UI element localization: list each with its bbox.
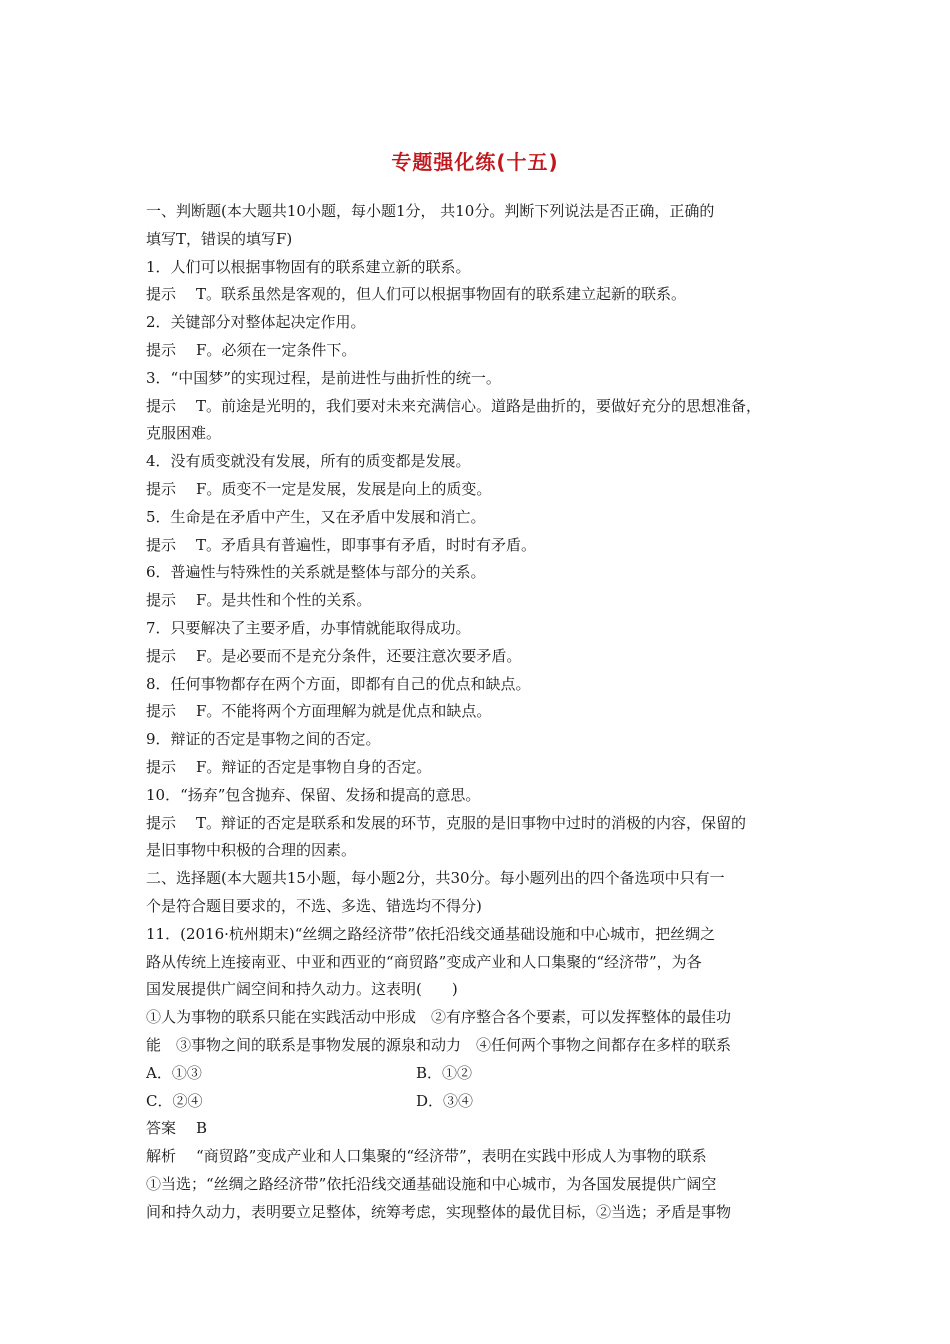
hint-text: T。前途是光明的，我们要对未来充满信心。道路是曲折的，要做好充分的思想准备， [196,396,762,415]
hint-line [146,281,814,309]
hint-label: 提示 [146,646,177,665]
question-text: 4．没有质变就没有发展，所有的质变都是发展。 [146,452,471,471]
choice-question-11 [146,921,814,1227]
options-row [146,1060,814,1088]
hint-line [146,587,814,615]
question-item-10 [146,782,814,865]
hint-line [146,393,814,421]
hint-label: 提示 [146,396,177,415]
answer-label: 答案 [146,1119,177,1138]
question-text: 2．关键部分对整体起决定作用。 [146,313,366,332]
option-c: C．②④ [146,1091,203,1110]
question-text: 1．人们可以根据事物固有的联系建立新的联系。 [146,257,471,276]
hint-label: 提示 [146,285,177,304]
question-item-3 [146,365,814,448]
question-text: 9．辩证的否定是事物之间的否定。 [146,730,381,749]
hint-text: F。辩证的否定是事物自身的否定。 [196,757,432,776]
page-title: 专题强化练(十五) [391,150,559,174]
hint-text: T。矛盾具有普遍性，即事事有矛盾，时时有矛盾。 [196,535,537,554]
hint-line [146,810,814,838]
hint-label: 提示 [146,591,177,610]
hint-label: 提示 [146,479,177,498]
question-stem-line: 能 ③事物之间的联系是事物发展的源泉和动力 ④任何两个事物之间都存在多样的联系 [146,1035,732,1054]
section2-heading-line1: 二、选择题(本大题共15小题，每小题2分，共30分。每小题列出的四个备选项中只有一 [146,869,725,888]
hint-label: 提示 [146,535,177,554]
hint-continuation: 是旧事物中积极的合理的因素。 [146,841,357,860]
analysis-continuation: ①当选；“丝绸之路经济带”依托沿线交通基础设施和中心城市，为各国发展提供广阔空 [146,1174,717,1193]
question-text: 8．任何事物都存在两个方面，即都有自己的优点和缺点。 [146,674,531,693]
question-item-5 [146,504,814,560]
hint-text: F。是共性和个性的关系。 [196,591,372,610]
options-row [146,1088,814,1116]
hint-line [146,643,814,671]
hint-line [146,754,814,782]
hint-text: F。质变不一定是发展，发展是向上的质变。 [196,479,492,498]
question-text: 5．生命是在矛盾中产生，又在矛盾中发展和消亡。 [146,507,486,526]
hint-line [146,532,814,560]
analysis-continuation: 间和持久动力，表明要立足整体，统筹考虑，实现整体的最优目标，②当选；矛盾是事物 [146,1202,732,1221]
hint-text: F。是必要而不是充分条件，还要注意次要矛盾。 [196,646,522,665]
hint-line [146,337,814,365]
question-stem-line: 路从传统上连接南亚、中亚和西亚的“商贸路”变成产业和人口集聚的“经济带”，为各 [146,952,702,971]
hint-label: 提示 [146,757,177,776]
analysis-label: 解析 [146,1147,177,1166]
hint-text: T。联系虽然是客观的，但人们可以根据事物固有的联系建立起新的联系。 [196,285,687,304]
question-item-1 [146,254,814,310]
section2-heading-line2: 个是符合题目要求的，不选、多选、错选均不得分) [146,896,482,915]
option-b: B．①② [416,1063,473,1082]
question-text: 3．“中国梦”的实现过程，是前进性与曲折性的统一。 [146,368,501,387]
document-body [146,198,814,1226]
hint-line [146,698,814,726]
hint-text: F。必须在一定条件下。 [196,340,357,359]
option-d: D．③④ [416,1091,474,1110]
question-item-8 [146,671,814,727]
question-stem-line: ①人为事物的联系只能在实践活动中形成 ②有序整合各个要素，可以发挥整体的最佳功 [146,1008,732,1027]
hint-line [146,476,814,504]
question-item-4 [146,448,814,504]
section1-heading-line2: 填写T，错误的填写F) [146,229,293,248]
analysis-text: “商贸路”变成产业和人口集聚的“经济带”，表明在实践中形成人为事物的联系 [196,1147,707,1166]
answer-value: B [196,1119,208,1138]
hint-continuation: 克服困难。 [146,424,222,443]
question-text: 7．只要解决了主要矛盾，办事情就能取得成功。 [146,618,471,637]
question-text: 10．“扬弃”包含抛弃、保留、发扬和提高的意思。 [146,785,481,804]
section1-heading-line1: 一、判断题(本大题共10小题，每小题1分， 共10分。判断下列说法是否正确，正确的 [146,202,715,220]
question-item-2 [146,309,814,365]
hint-text: T。辩证的否定是联系和发展的环节，克服的是旧事物中过时的消极的内容，保留的 [196,813,747,832]
hint-label: 提示 [146,702,177,721]
question-item-6 [146,559,814,615]
answer-line [146,1115,814,1143]
option-a: A．①③ [146,1063,202,1082]
question-item-7 [146,615,814,671]
judgement-questions [146,254,814,866]
question-stem-line: 11．(2016·杭州期末)“丝绸之路经济带”依托沿线交通基础设施和中心城市，把丝绸之 [146,924,716,943]
hint-text: F。不能将两个方面理解为就是优点和缺点。 [196,702,492,721]
analysis-line [146,1143,814,1171]
hint-label: 提示 [146,340,177,359]
question-text: 6．普遍性与特殊性的关系就是整体与部分的关系。 [146,563,486,582]
question-stem-line: 国发展提供广阔空间和持久动力。这表明( ) [146,980,458,999]
question-item-9 [146,726,814,782]
hint-label: 提示 [146,813,177,832]
